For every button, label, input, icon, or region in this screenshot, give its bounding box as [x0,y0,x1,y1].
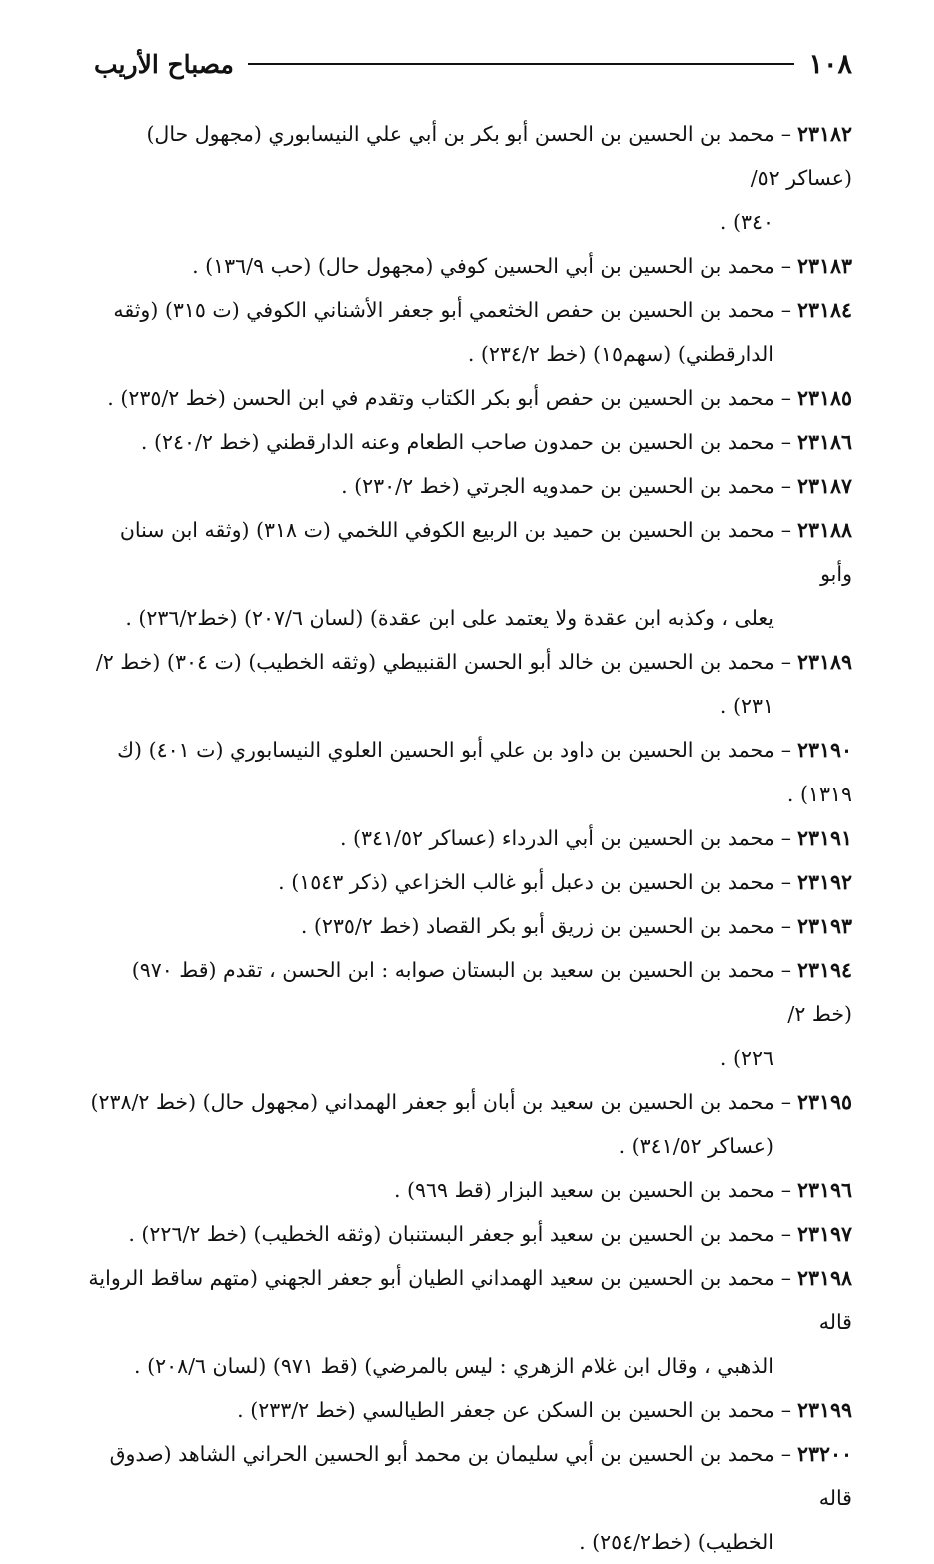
entry-text: محمد بن الحسين بن أبي سليمان بن محمد أبو الحسين الحراني الشاهد (صدوق قاله [109,1442,852,1510]
entry-text: محمد بن الحسين بن سعيد بن أبان أبو جعفر الهمداني (مجهول حال) (خط ٢٣٨/٢) [90,1090,775,1114]
entry-number: ٢٣١٨٦ [796,430,852,454]
entries-list [86,112,852,1564]
entry-text: محمد بن الحسين بن دعبل أبو غالب الخزاعي (ذكر ١٥٤٣) . [278,870,775,894]
entry-number: ٢٣١٨٥ [796,386,852,410]
entry-number: ٢٣١٨٣ [796,254,852,278]
entry-continuation: (عساكر ٣٤١/٥٢) . [618,1134,774,1158]
entry-number: ٢٣١٨٤ [796,298,852,322]
entry: ٢٣١٨٦–محمد بن الحسين بن حمدون صاحب الطعام وعنه الدارقطني (خط ٢٤٠/٢) . [140,430,852,454]
entry-continuation: الدارقطني) (سهم١٥) (خط ٢٣٤/٢) . [467,342,774,366]
entry-text: محمد بن الحسين بن زريق أبو بكر القصاد (خط ٢٣٥/٢) . [300,914,775,938]
entry-text: محمد بن الحسين بن سعيد الهمداني الطيان أبو جعفر الجهني (متهم ساقط الرواية قاله [88,1266,852,1334]
entry: ٢٣١٩٥–محمد بن الحسين بن سعيد بن أبان أبو جعفر الهمداني (مجهول حال) (خط ٢٣٨/٢) (عساكر ٣٤١/٥٢) . [86,1080,852,1168]
entry: ٢٣١٩٠–محمد بن الحسين بن داود بن علي أبو الحسين العلوي النيسابوري (ت ٤٠١) (ك ١٣١٩) . [117,738,852,806]
entry-number: ٢٣٢٠٠ [796,1442,852,1466]
entry: ٢٣١٨٢–محمد بن الحسين بن الحسن أبو بكر بن أبي علي النيسابوري (مجهول حال) (عساكر ٥٢/ ٣٤٠) . [86,112,852,244]
entry: ٢٣١٩٩–محمد بن الحسين بن السكن عن جعفر الطيالسي (خط ٢٣٣/٢) . [237,1398,852,1422]
entry-number: ٢٣١٨٧ [796,474,852,498]
entry-text: محمد بن الحسين بن أبي الحسين كوفي (مجهول حال) (حب ١٣٦/٩) . [192,254,775,278]
entry-text: محمد بن الحسين بن خالد أبو الحسن القنبيطي (وثقه الخطيب) (ت ٣٠٤) (خط ٢/ [95,650,775,674]
entry: ٢٣١٩٨–محمد بن الحسين بن سعيد الهمداني الطيان أبو جعفر الجهني (متهم ساقط الرواية قاله الذهبي ، وقال ابن غلام الزهري : ليس بالمرضي) (قط ٩٧١) (لسان ٢٠٨/٦) . [86,1256,852,1388]
entry-continuation: ٢٢٦) . [719,1046,774,1070]
entry-number: ٢٣١٨٩ [796,650,852,674]
entry-text: محمد بن الحسين بن داود بن علي أبو الحسين العلوي النيسابوري (ت ٤٠١) (ك ١٣١٩) . [117,738,852,806]
header-rule [248,63,795,65]
entry: ٢٣١٩٦–محمد بن الحسين بن سعيد البزار (قط ٩٦٩) . [393,1178,852,1202]
entry-text: محمد بن الحسين بن حمدويه الجرتي (خط ٢٣٠/٢) . [341,474,775,498]
entry: ٢٣١٩٣–محمد بن الحسين بن زريق أبو بكر القصاد (خط ٢٣٥/٢) . [300,914,852,938]
entry-text: محمد بن الحسين بن سعيد البزار (قط ٩٦٩) . [393,1178,775,1202]
entry-continuation: الذهبي ، وقال ابن غلام الزهري : ليس بالمرضي) (قط ٩٧١) (لسان ٢٠٨/٦) . [134,1354,774,1378]
entry: ٢٣١٨٥–محمد بن الحسين بن حفص أبو بكر الكتاب وتقدم في ابن الحسن (خط ٢٣٥/٢) . [107,386,852,410]
entry-text: محمد بن الحسين بن سعيد أبو جعفر البستنبان (وثقه الخطيب) (خط ٢٢٦/٢) . [128,1222,775,1246]
entry-text: محمد بن الحسين بن حفص الخثعمي أبو جعفر الأشناني الكوفي (ت ٣١٥) (وثقه [113,298,775,322]
entry: ٢٣١٩١–محمد بن الحسين بن أبي الدرداء (عساكر ٣٤١/٥٢) . [339,826,852,850]
entry-text: محمد بن الحسين بن حميد بن الربيع الكوفي اللخمي (ت ٣١٨) (وثقه ابن سنان وأبو [119,518,852,586]
entry-number: ٢٣١٩٨ [796,1266,852,1290]
entry-number: ٢٣١٩٣ [796,914,852,938]
entry-text: محمد بن الحسين بن سعيد بن البستان صوابه : ابن الحسن ، تقدم (قط ٩٧٠) (خط ٢/ [131,958,852,1026]
page-header [94,44,852,84]
entry-number: ٢٣١٩٩ [796,1398,852,1422]
entry-number: ٢٣١٨٨ [796,518,852,542]
entry-number: ٢٣١٩٦ [796,1178,852,1202]
entry: ٢٣١٨٤–محمد بن الحسين بن حفص الخثعمي أبو جعفر الأشناني الكوفي (ت ٣١٥) (وثقه الدارقطني) (سهم١٥) (خط ٢٣٤/٢) . [86,288,852,376]
entry-number: ٢٣١٩١ [796,826,852,850]
entry-continuation: يعلى ، وكذبه ابن عقدة ولا يعتمد على ابن عقدة) (لسان ٢٠٧/٦) (خط٢٣٦/٢) . [125,606,774,630]
entry-text: محمد بن الحسين بن حفص أبو بكر الكتاب وتقدم في ابن الحسن (خط ٢٣٥/٢) . [107,386,775,410]
entry-number: ٢٣١٩٥ [796,1090,852,1114]
entry: ٢٣١٨٨–محمد بن الحسين بن حميد بن الربيع الكوفي اللخمي (ت ٣١٨) (وثقه ابن سنان وأبو يعلى ، وكذبه ابن عقدة ولا يعتمد على ابن عقدة) (لسان ٢٠٧/٦) (خط٢٣٦/٢) . [86,508,852,640]
entry-number: ٢٣١٨٢ [796,122,852,146]
entry-number: ٢٣١٩٧ [796,1222,852,1246]
entry-number: ٢٣١٩٠ [796,738,852,762]
entry: ٢٣١٨٣–محمد بن الحسين بن أبي الحسين كوفي (مجهول حال) (حب ١٣٦/٩) . [192,254,852,278]
entry-continuation: الخطيب) (خط٢٥٤/٢) . [579,1530,774,1554]
entry: ٢٣٢٠٠–محمد بن الحسين بن أبي سليمان بن محمد أبو الحسين الحراني الشاهد (صدوق قاله الخطيب) (خط٢٥٤/٢) . [86,1432,852,1564]
entry-number: ٢٣١٩٤ [796,958,852,982]
entry: ٢٣١٩٤–محمد بن الحسين بن سعيد بن البستان صوابه : ابن الحسن ، تقدم (قط ٩٧٠) (خط ٢/ ٢٢٦) . [86,948,852,1080]
entry-text: محمد بن الحسين بن السكن عن جعفر الطيالسي (خط ٢٣٣/٢) . [237,1398,775,1422]
running-title: مصباح الأريب [94,49,234,79]
entry-continuation: ٣٤٠) . [719,210,774,234]
entry-text: محمد بن الحسين بن أبي الدرداء (عساكر ٣٤١/٥٢) . [339,826,775,850]
entry-text: محمد بن الحسين بن حمدون صاحب الطعام وعنه الدارقطني (خط ٢٤٠/٢) . [140,430,775,454]
entry: ٢٣١٨٩–محمد بن الحسين بن خالد أبو الحسن القنبيطي (وثقه الخطيب) (ت ٣٠٤) (خط ٢/ ٢٣١) . [86,640,852,728]
entry-continuation: ٢٣١) . [719,694,774,718]
entry-number: ٢٣١٩٢ [796,870,852,894]
entry: ٢٣١٩٧–محمد بن الحسين بن سعيد أبو جعفر البستنبان (وثقه الخطيب) (خط ٢٢٦/٢) . [128,1222,852,1246]
page-number: ١٠٨ [808,48,852,80]
entry: ٢٣١٩٢–محمد بن الحسين بن دعبل أبو غالب الخزاعي (ذكر ١٥٤٣) . [278,870,852,894]
entry: ٢٣١٨٧–محمد بن الحسين بن حمدويه الجرتي (خط ٢٣٠/٢) . [341,474,852,498]
entry-text: محمد بن الحسين بن الحسن أبو بكر بن أبي علي النيسابوري (مجهول حال) (عساكر ٥٢/ [146,122,852,190]
